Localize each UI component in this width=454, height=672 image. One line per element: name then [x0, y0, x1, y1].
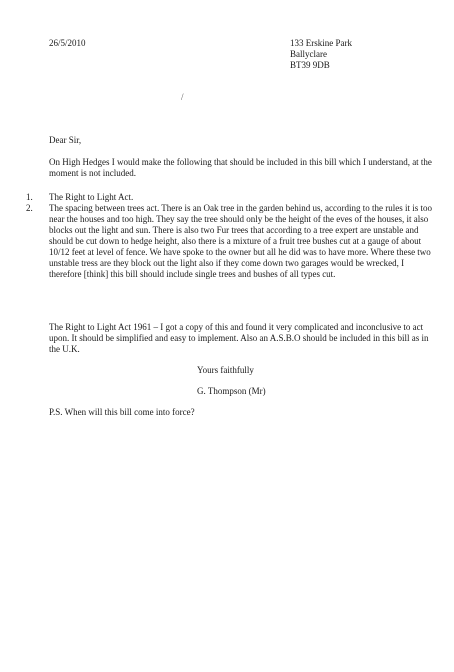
list-item-number: 2.: [26, 203, 33, 213]
closing: Yours faithfully: [197, 365, 254, 375]
list-item-text: The Right to Light Act.: [49, 192, 134, 202]
list-item-text: The spacing between trees act. There is an Oak tree in the garden behind us, according to the rules it is too near the houses and too high. They say the tree should only be the height of the eves of the houses, it also blocks out the light and sun. There is also two Fur trees that according to a tree expert are unstable and should be cut down to hedge height, also there is a mixture of a fruit tree bushes cut at a gauge of about 10/12 feet at level of fence. We have spoke to the owner but all he did was to have more. Where these two unstable tress are they block out the light also if they come down two garages would be wrecked, I therefore [think] this bill should include single trees and bushes of all types cut.: [49, 203, 432, 279]
numbered-list: [26, 192, 436, 280]
address-line-3: BT39 9DB: [290, 60, 330, 70]
list-item: [26, 203, 436, 280]
right-to-light-paragraph: The Right to Light Act 1961 – I got a copy of this and found it very complicated and inconclusive to act upon. It should be simplified and easy to implement. Also an A.S.B.O should be included in this bill as in the U.K.: [49, 322, 429, 354]
address-line-1: 133 Erskine Park: [290, 38, 352, 48]
list-item-number: 1.: [26, 192, 33, 202]
signature: G. Thompson (Mr): [197, 386, 266, 396]
stray-mark: /: [181, 92, 184, 102]
letter-date: 26/5/2010: [49, 38, 86, 48]
list-item: [26, 192, 436, 203]
postscript: P.S. When will this bill come into force?: [49, 407, 195, 417]
sender-address: [290, 38, 352, 71]
intro-paragraph: On High Hedges I would make the following that should be included in this bill which I understand, at the moment is not included.: [49, 157, 432, 178]
address-line-2: Ballyclare: [290, 49, 327, 59]
salutation: Dear Sir,: [49, 135, 82, 145]
